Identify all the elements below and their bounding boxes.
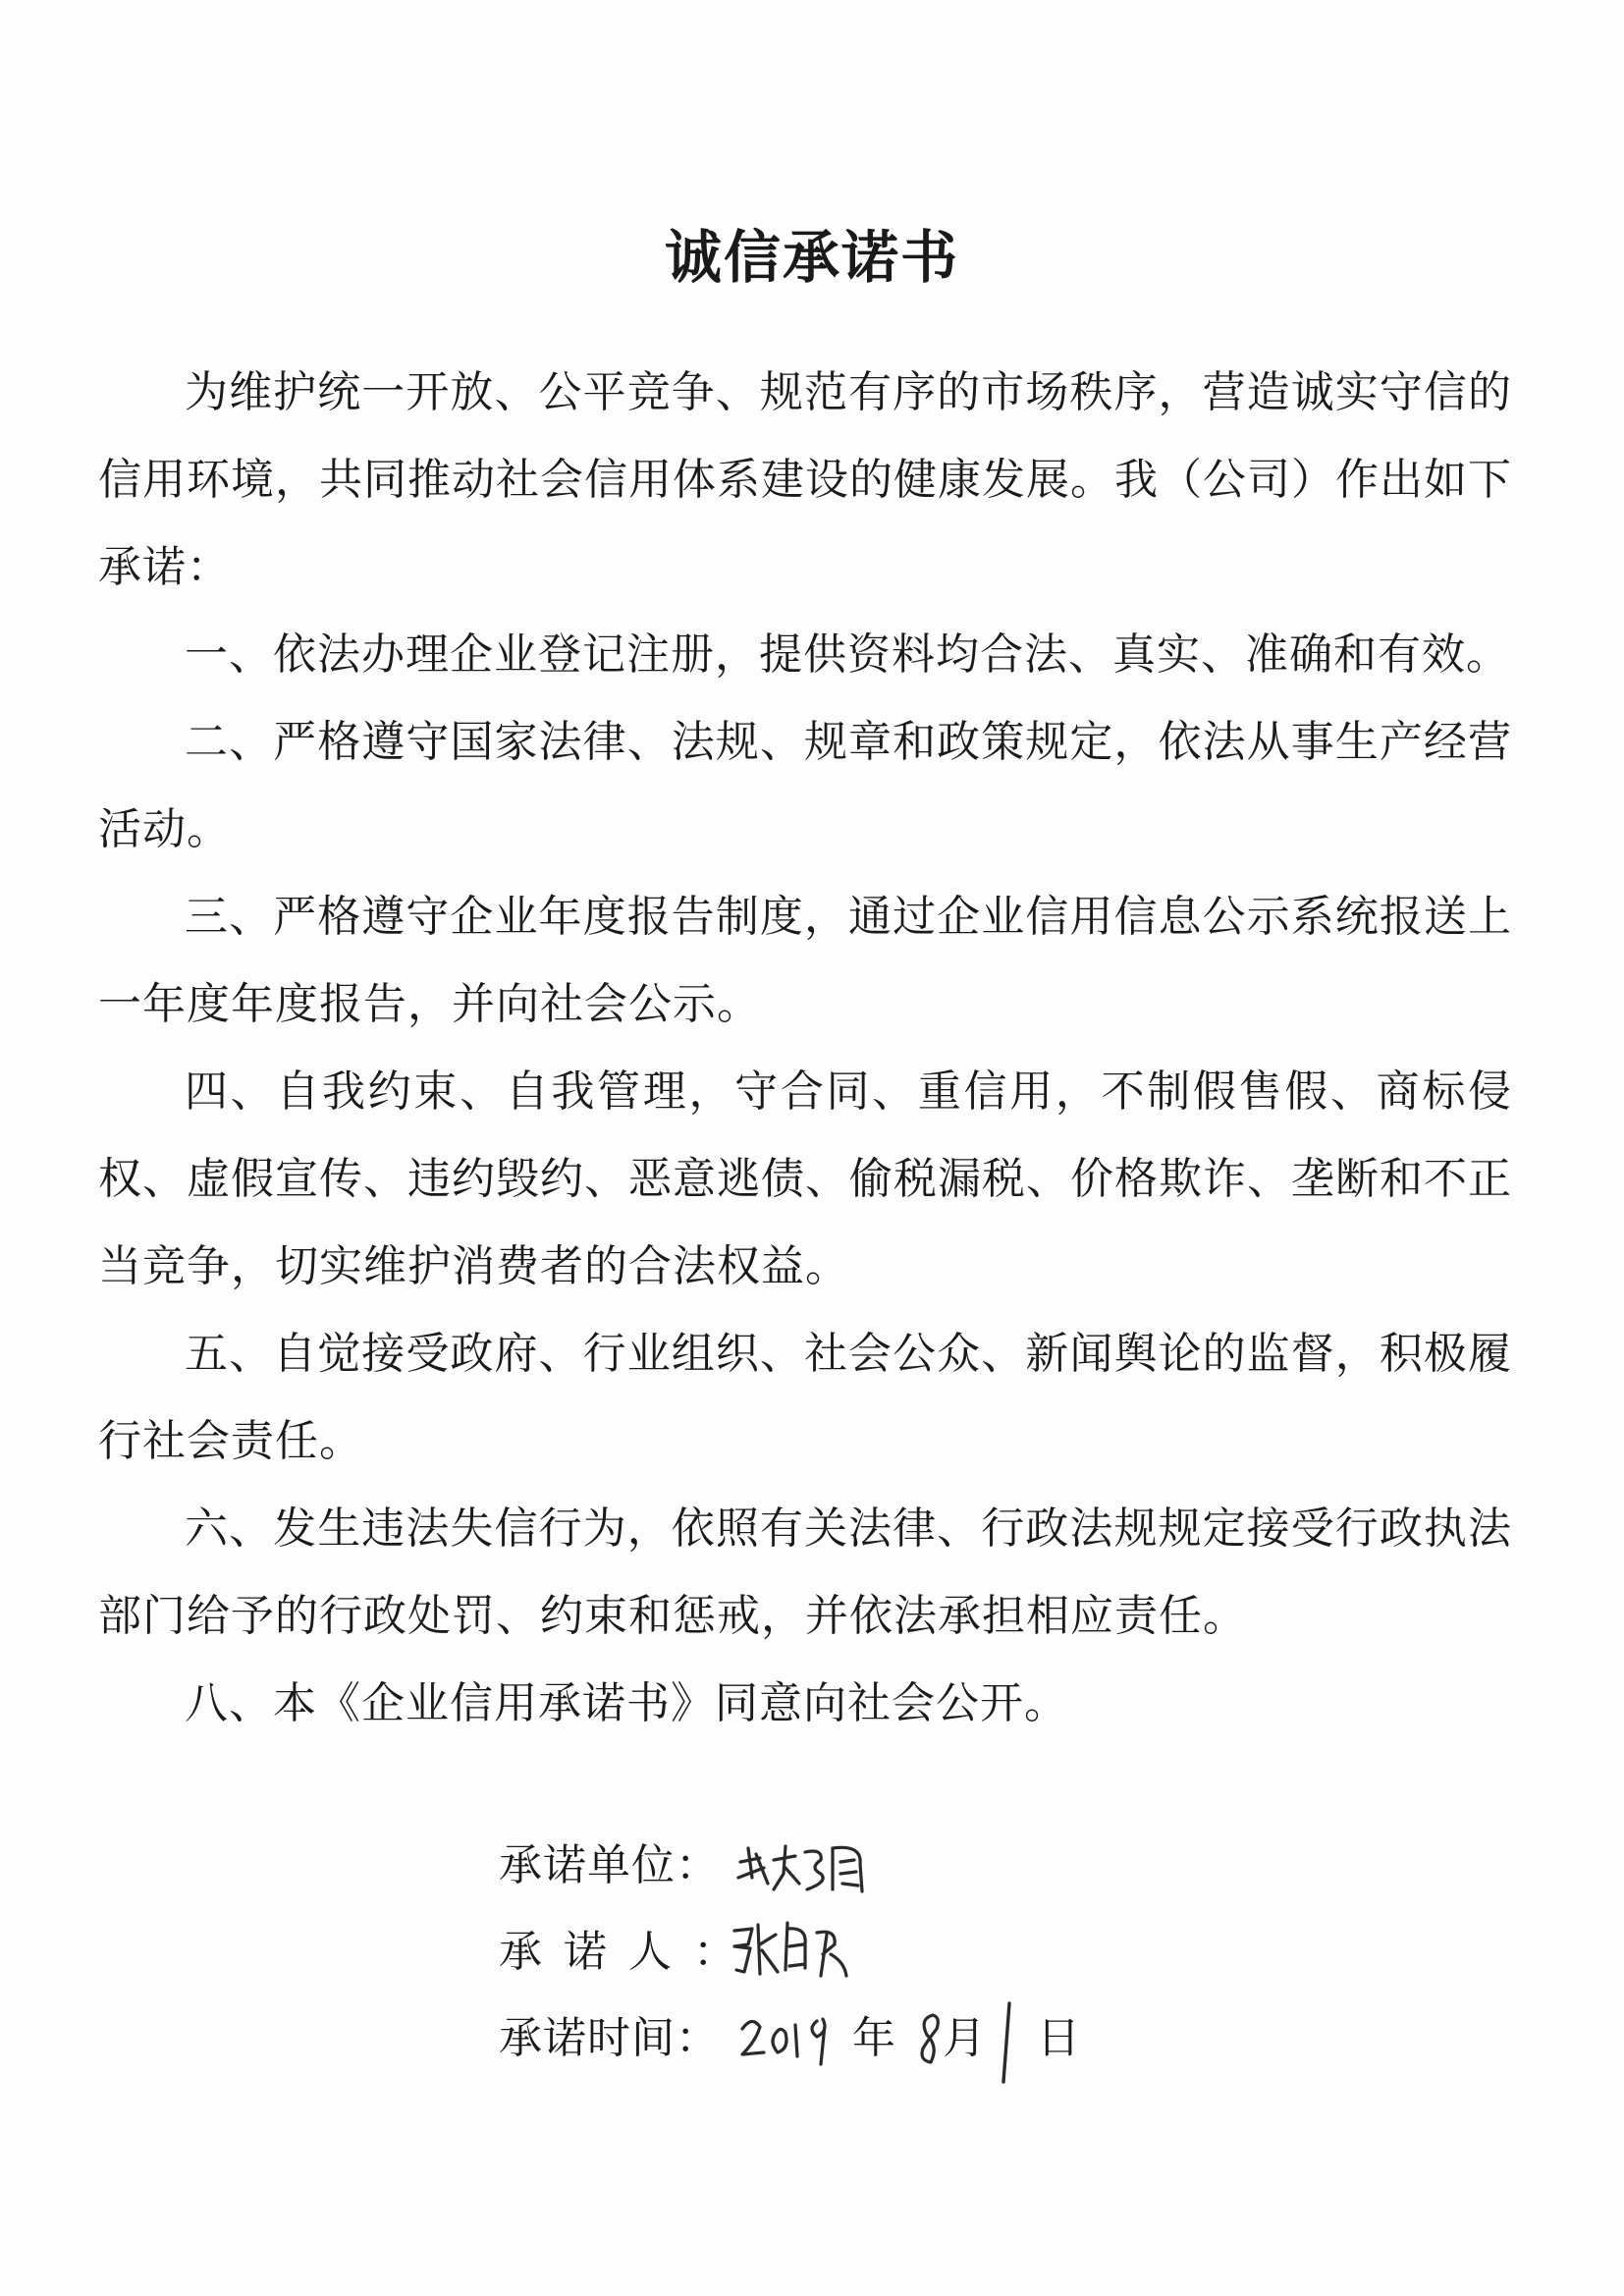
handwritten-day-1 — [992, 1994, 1021, 2092]
paragraph-item-6: 六、发生违法失信行为，依照有关法律、行政法规规定接受行政执法部门给予的行政处罚、约束和惩戒，并依法承担相应责任。 — [98, 1503, 1512, 1641]
person-handwritten-signature — [729, 1915, 856, 1994]
paragraph-item-3: 三、严格遵守企业年度报告制度，通过企业信用信息公示系统报送上一年度年度报告，并向社会公示。 — [98, 892, 1512, 1029]
day-unit: 日 — [1037, 2013, 1080, 2063]
document-title: 诚信承诺书 — [664, 224, 959, 291]
paragraph-item-2: 二、严格遵守国家法律、法规、规章和政策规定，依法从事生产经营活动。 — [98, 717, 1512, 854]
paragraph-item-5: 五、自觉接受政府、行业组织、社会公众、新闻舆论的监督，积极履行社会责任。 — [98, 1329, 1512, 1466]
sign-unit-row — [499, 1836, 720, 1895]
month-unit: 月 — [943, 2013, 986, 2063]
year-unit: 年 — [852, 2013, 895, 2063]
unit-handwritten-signature — [734, 1834, 872, 1903]
paragraph-intro: 为维护统一开放、公平竞争、规范有序的市场秩序，营造诚实守信的信用环境，共同推动社会信用体系建设的健康发展。我（公司）作出如下承诺： — [98, 367, 1512, 592]
sign-time-row — [499, 2009, 720, 2068]
sign-unit-label: 承诺单位： — [499, 1840, 720, 1890]
paragraph-item-4: 四、自我约束、自我管理，守合同、重信用，不制假售假、商标侵权、虚假宣传、违约毁约、恶意逃债、偷税漏税、价格欺诈、垄断和不正当竞争，切实维护消费者的合法权益。 — [98, 1066, 1512, 1291]
sign-time-label: 承诺时间： — [499, 2013, 720, 2063]
sign-person-row — [499, 1923, 758, 1982]
document-body — [98, 349, 1512, 1747]
paragraph-item-1: 一、依法办理企业登记注册，提供资料均合法、真实、准确和有效。 — [185, 629, 1510, 680]
paragraph-item-8: 八、本《企业信用承诺书》同意向社会公开。 — [185, 1678, 1068, 1728]
handwritten-year-2019 — [738, 2001, 856, 2080]
sign-person-label: 承诺人： — [499, 1927, 758, 1977]
